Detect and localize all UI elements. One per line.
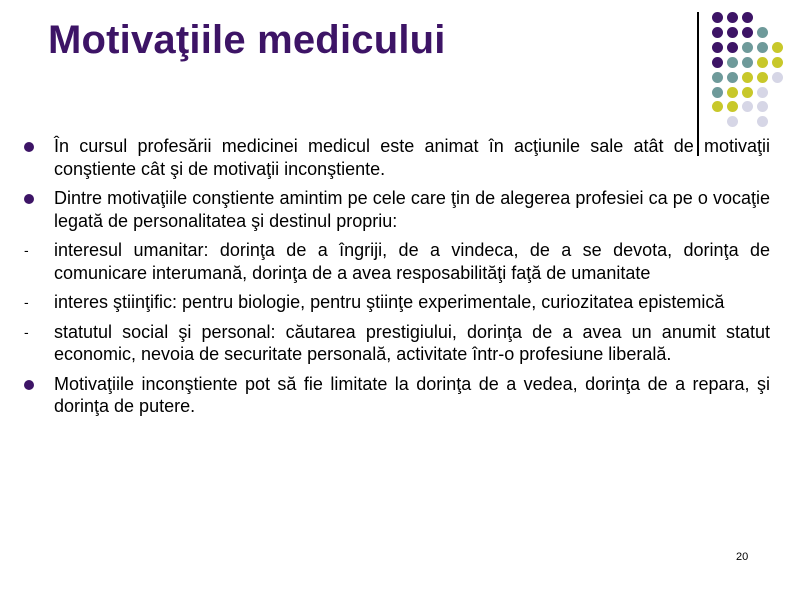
decorative-dot [712, 72, 723, 83]
list-item [22, 187, 770, 232]
decorative-dot [742, 101, 753, 112]
decorative-dot [757, 57, 768, 68]
list-item-text: Dintre motivaţiile conştiente amintim pe cele care ţin de alegerea profesiei ca pe o vocaţie legată de personalitatea şi destinul propriu: [54, 188, 770, 231]
list-item-text: Motivaţiile inconştiente pot să fie limitate la dorinţa de a vedea, dorinţa de a repara, şi dorinţa de putere. [54, 373, 770, 416]
decorative-dot [742, 72, 753, 83]
page-number: 20 [736, 551, 749, 563]
decorative-dot [727, 42, 738, 53]
bullet-list [22, 135, 770, 425]
list-item [22, 321, 770, 366]
dash-marker: - [24, 323, 29, 340]
decorative-dot [742, 27, 753, 38]
decorative-dot [742, 57, 753, 68]
list-item [22, 373, 770, 418]
decorative-dot [712, 12, 723, 23]
decorative-dot-grid [0, 0, 800, 140]
bullet-icon [24, 142, 34, 152]
decorative-dot [727, 116, 738, 127]
decorative-dot [757, 27, 768, 38]
decorative-dot [757, 101, 768, 112]
decorative-dot [712, 27, 723, 38]
decorative-dot [757, 116, 768, 127]
list-item [22, 135, 770, 180]
list-item-text: În cursul profesării medicinei medicul este animat în acţiunile sale atât de motivaţii conştiente cât şi de motivaţii inconştiente. [54, 136, 770, 179]
decorative-dot [742, 87, 753, 98]
list-item [22, 239, 770, 284]
list-item-text: interes ştiinţific: pentru biologie, pentru ştiinţe experimentale, curiozitatea epistemică [54, 292, 725, 312]
decorative-dot [742, 12, 753, 23]
decorative-dot [772, 57, 783, 68]
decorative-dot [727, 87, 738, 98]
dash-marker: - [24, 294, 29, 310]
dash-marker: - [24, 242, 29, 258]
decorative-dot [727, 12, 738, 23]
bullet-icon [24, 194, 34, 204]
decorative-dot [757, 42, 768, 53]
decorative-dot [712, 101, 723, 112]
decorative-dot [757, 87, 768, 98]
list-item-text: statutul social şi personal: căutarea prestigiului, dorinţa de a avea un anumit statut economic, nevoia de securitate personală, activitate într-o profesiune liberală. [54, 321, 770, 364]
decorative-dot [727, 72, 738, 83]
decorative-dot [712, 87, 723, 98]
decorative-dot [772, 72, 783, 83]
decorative-dot [727, 27, 738, 38]
decorative-dot [712, 57, 723, 68]
decorative-dot [727, 57, 738, 68]
decorative-dot [757, 72, 768, 83]
slide-title: Motivaţiile medicului [48, 18, 446, 62]
decorative-dot [727, 101, 738, 112]
list-item-text: interesul umanitar: dorinţa de a îngriji, de a vindeca, de a se devota, dorinţa de comunicare interumană, dorinţa de a avea resposabilităţi faţă de umanitate [54, 240, 770, 283]
bullet-icon [24, 380, 34, 390]
list-item [22, 291, 770, 314]
decorative-dot [742, 42, 753, 53]
decorative-dot [712, 42, 723, 53]
decorative-dot [772, 42, 783, 53]
